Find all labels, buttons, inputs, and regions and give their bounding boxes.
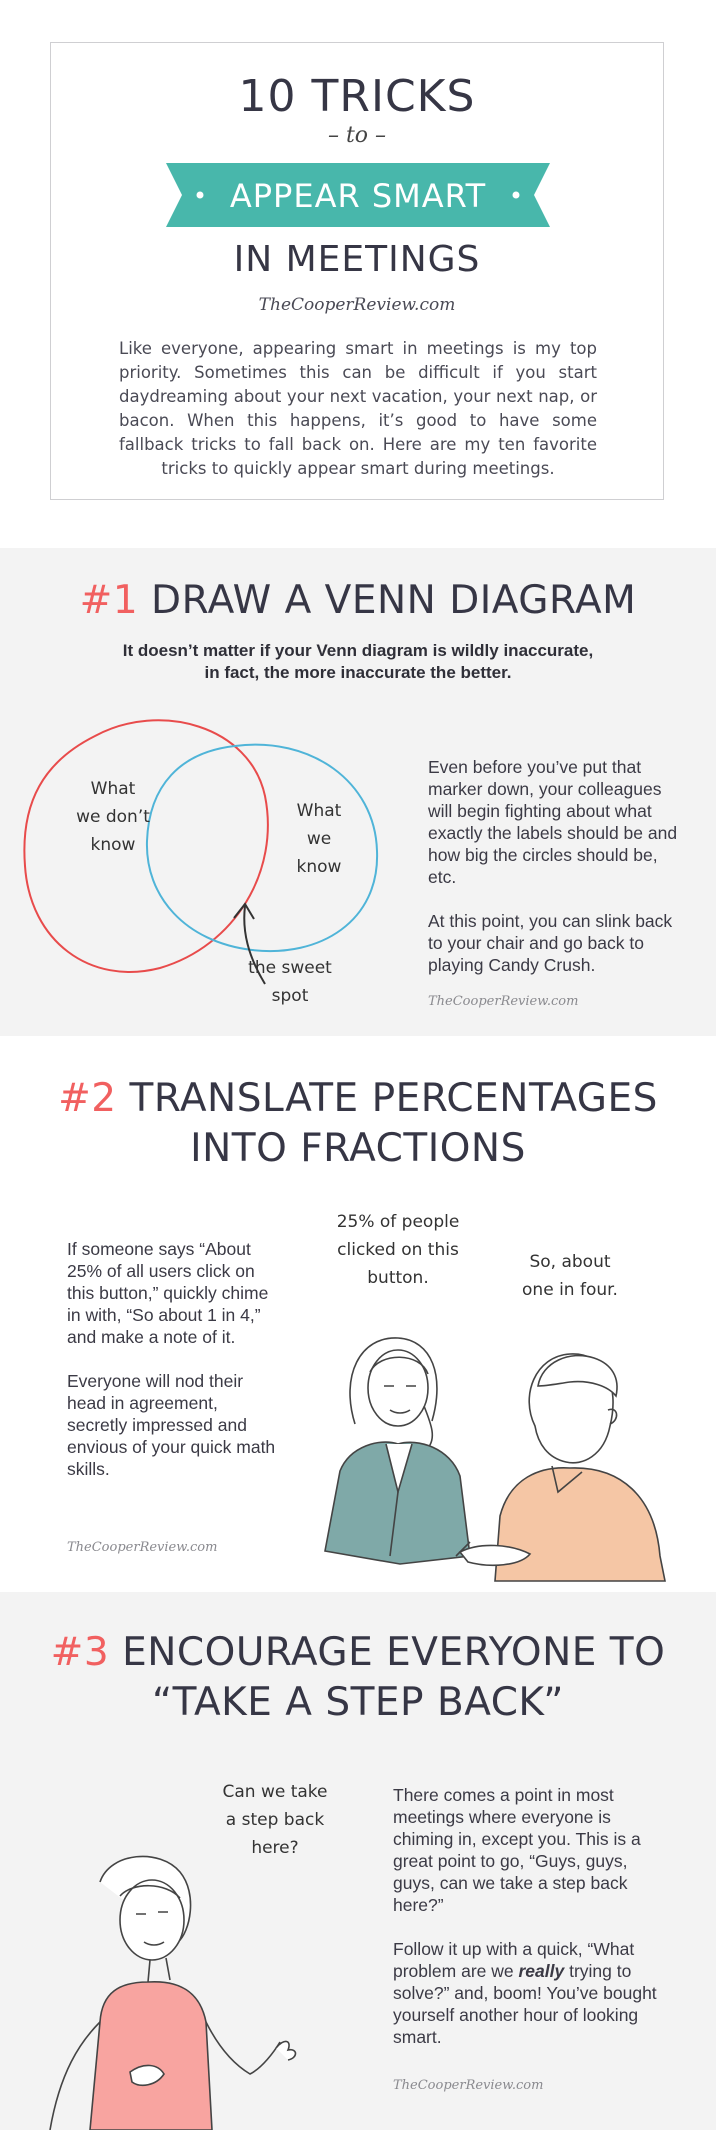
speech-bubble-right (500, 1248, 640, 1304)
section3-heading (0, 1628, 716, 1678)
title-line-1: 10 TRICKS (238, 71, 476, 122)
section3-title-2: “TAKE A STEP BACK” (151, 1680, 565, 1725)
venn-circle-right (147, 745, 377, 951)
section3-source[interactable]: TheCooperReview.com (393, 2078, 544, 2093)
speech-l1: Can we take (222, 1782, 328, 1802)
svg-text:we don’t (76, 807, 150, 827)
venn-right-l1: What (296, 801, 342, 821)
section3-paragraph-2 (393, 1938, 673, 2048)
venn-left-l1: What (90, 779, 136, 799)
woman-gesturing-illustration (40, 1842, 320, 2130)
section1-source[interactable]: TheCooperReview.com (428, 994, 579, 1009)
svg-text:What (91, 779, 136, 799)
section2-paragraph-2: Everyone will nod their head in agreement, secretly impressed and envious of your quick math skills. (67, 1371, 276, 1479)
speech-left-l2: clicked on this (337, 1240, 459, 1260)
venn-right-l3: know (296, 857, 342, 877)
speech-left-l1: 25% of people (336, 1212, 460, 1232)
speech-right-l2: one in four. (522, 1280, 618, 1300)
venn-left-l2: we don’t (76, 807, 150, 827)
speech-l3: here? (251, 1838, 299, 1858)
section1-title: DRAW A VENN DIAGRAM (151, 578, 637, 623)
svg-text:What (297, 801, 342, 821)
section2-title-2: INTO FRACTIONS (190, 1126, 526, 1171)
svg-text:know (297, 857, 342, 877)
speech-l2: a step back (225, 1810, 325, 1830)
section-fractions (0, 1036, 716, 1592)
section1-paragraph-1: Even before you’ve put that marker down, your colleagues will begin fighting about what exactly the labels should be and how big the circles should be, etc. (428, 757, 678, 887)
section2-source[interactable]: TheCooperReview.com (67, 1540, 218, 1555)
woman-figure (325, 1338, 470, 1564)
p2-emphasis: really (518, 1961, 565, 1981)
source-link-top[interactable]: TheCooperReview.com (258, 295, 456, 315)
section-step-back (0, 1592, 716, 2130)
sweet-spot-l1: the sweet (248, 958, 332, 978)
title-line-3: IN MEETINGS (233, 239, 481, 280)
svg-text:know (91, 835, 136, 855)
sweet-spot-l2: spot (271, 986, 309, 1006)
title-to: – to – (327, 123, 387, 148)
section1-paragraph-2: At this point, you can slink back to your chair and go back to playing Candy Crush. (428, 911, 673, 975)
section-venn (0, 548, 716, 1036)
section3-text (393, 1784, 673, 2070)
ribbon-banner (166, 163, 550, 227)
section2-paragraph-1: If someone says “About 25% of all users click on this button,” quickly chime in with, “So about 1 in 4,” and make a note of it. (67, 1239, 269, 1347)
p2-start: Follow it up with a quick, “What problem are we (393, 1939, 635, 1981)
section2-title-1: TRANSLATE PERCENTAGES (129, 1076, 658, 1121)
speech-left-l3: button. (367, 1268, 429, 1288)
header (0, 0, 716, 548)
sweet-spot-label (220, 954, 360, 1010)
section3-number: #3 (50, 1630, 110, 1675)
venn-right-l2: we (306, 829, 332, 849)
p2-end: trying to solve?” and, boom! You’ve bought yourself another hour of looking smart. (393, 1961, 657, 2047)
intro-paragraph: Like everyone, appearing smart in meetings is my top priority. Sometimes this can be difficult if you start daydreaming about your next vacation, your next nap, or bacon. When this happens, it’s good to have some fallback tricks to fall back on. Here are my ten favorite tricks to quickly appear smart during meetings. (119, 339, 597, 478)
section1-text (428, 756, 690, 998)
section2-number: #2 (58, 1076, 117, 1121)
venn-left-l3: know (90, 835, 136, 855)
man-figure (456, 1354, 665, 1581)
section3-title-1: ENCOURAGE EVERYONE TO (122, 1630, 666, 1675)
section1-number: #1 (79, 578, 139, 623)
title-box (50, 42, 664, 500)
ribbon-text: APPEAR SMART (229, 177, 487, 215)
svg-text:we (307, 829, 331, 849)
speech-right-l1: So, about (529, 1252, 611, 1272)
section2-text (67, 1238, 279, 1502)
speech-bubble-left (318, 1208, 478, 1292)
section1-subtitle: It doesn’t matter if your Venn diagram is wildly inaccurate, in fact, the more inaccurate the better. (122, 641, 594, 682)
section3-paragraph-1: There comes a point in most meetings where everyone is chiming in, except you. This is a great point to go, “Guys, guys, guys, can we take a step back here?” (393, 1785, 641, 1915)
meeting-illustration (320, 1316, 680, 1586)
section2-heading (0, 1074, 716, 1124)
section1-heading (0, 576, 716, 626)
